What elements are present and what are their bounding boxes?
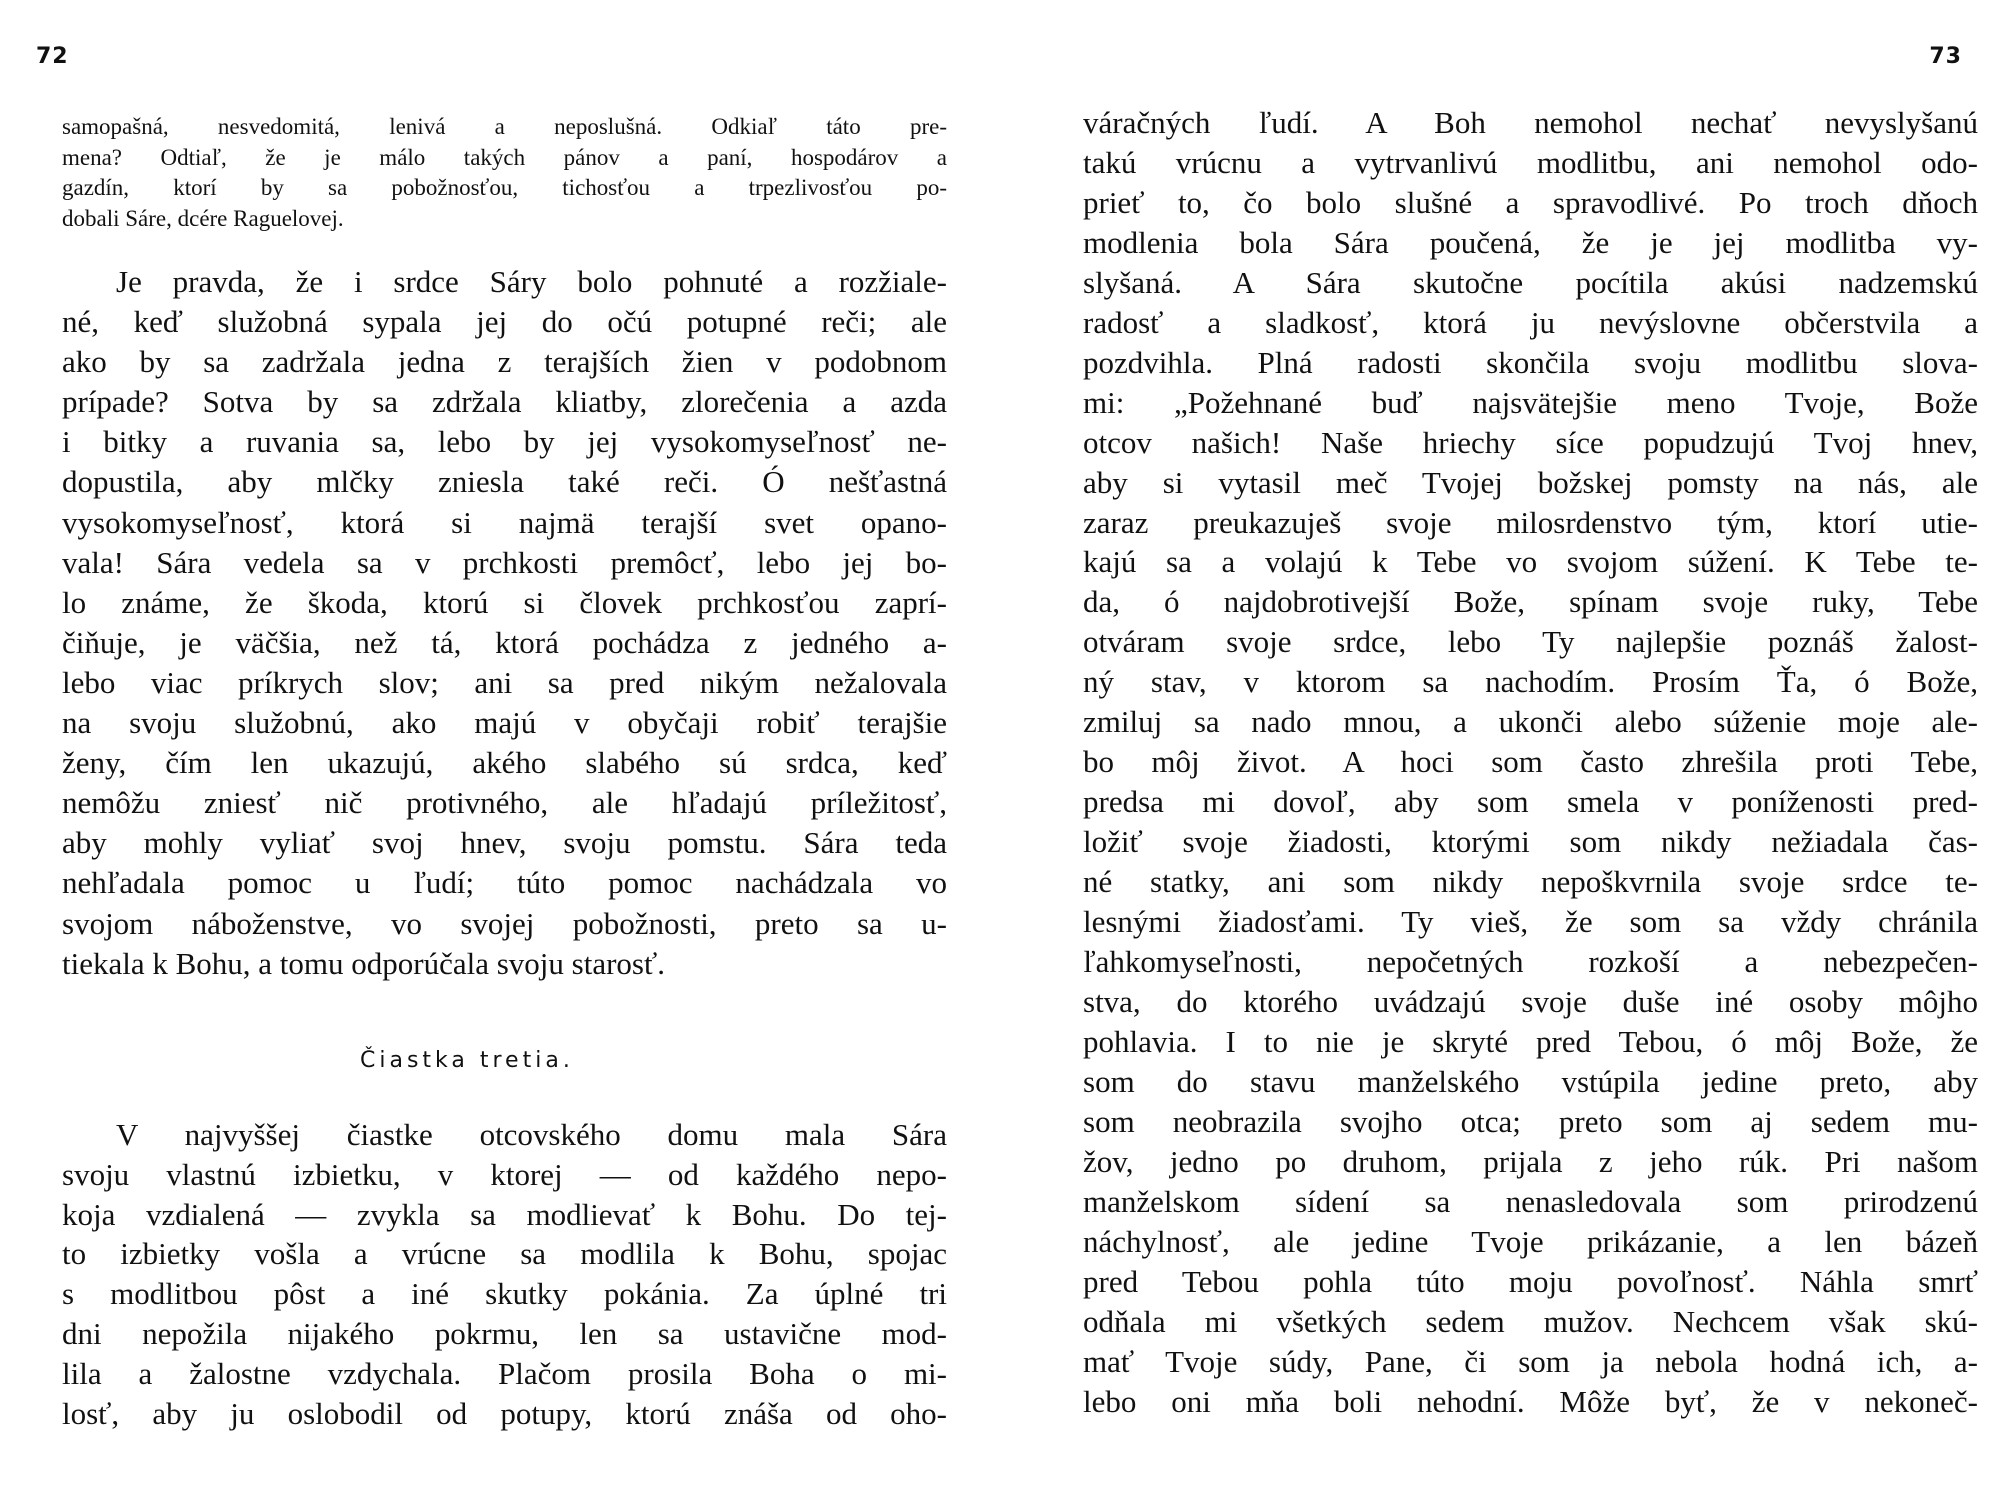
text-line: náchylnosť, ale jedine Tvoje prikázanie, a len bázeň xyxy=(1083,1223,1978,1259)
text-line: dopustila, aby mlčky zniesla také reči. Ó nešťastná xyxy=(62,464,947,500)
text-line: prípade? Sotva by sa zdržala kliatby, zlorečenia a azda xyxy=(62,384,947,420)
text-line: losť, aby ju oslobodil od potupy, ktorú znáša od oho- xyxy=(62,1395,947,1431)
text-line: predsa mi dovoľ, aby som smela v poníženosti pred- xyxy=(1083,784,1978,820)
section-heading: Čiastka tretia. xyxy=(360,1048,574,1073)
text-line: lebo viac príkrych slov; ani sa pred nikým nežalovala xyxy=(62,664,947,700)
text-line: ný stav, v ktorom sa nachodím. Prosím Ťa, ó Bože, xyxy=(1083,664,1978,700)
text-line: žov, jedno po druhom, prijala z jeho rúk. Pri našom xyxy=(1083,1143,1978,1179)
text-line: i bitky a ruvania sa, lebo by jej vysokomyseľnosť ne- xyxy=(62,424,947,460)
intro-paragraph xyxy=(62,112,947,234)
text-line: pozdvihla. Plná radosti skončila svoju modlitbu slova- xyxy=(1083,344,1978,380)
text-line: som do stavu manželského vstúpila jedine preto, aby xyxy=(1083,1063,1978,1099)
page-number-left: 72 xyxy=(36,44,69,69)
text-line: nemôžu zniesť nič protivného, ale hľadajú príležitosť, xyxy=(62,785,947,821)
text-line: pohlavia. I to nie je skryté pred Tebou, ó môj Bože, že xyxy=(1083,1023,1978,1059)
text-line: dobali Sáre, dcére Raguelovej. xyxy=(62,205,344,231)
text-line: ako by sa zadržala jedna z terajších žien v podobnom xyxy=(62,344,947,380)
text-line: na svoju služobnú, ako majú v obyčaji robiť terajšie xyxy=(62,705,947,741)
text-line: manželskom sídení sa nenasledovala som prirodzenú xyxy=(1083,1183,1978,1219)
text-line: kajú sa a volajú k Tebe vo svojom súžení. K Tebe te- xyxy=(1083,544,1978,580)
text-line: vala! Sára vedela sa v prchkosti premôcť, lebo jej bo- xyxy=(62,544,947,580)
text-line: ľahkomyseľnosti, nepočetných rozkoší a nebezpečen- xyxy=(1083,944,1978,980)
page-number-right: 73 xyxy=(1929,44,1962,69)
text-line: lila a žalostne vzdychala. Plačom prosila Boha o mi- xyxy=(62,1355,947,1391)
text-line: lebo oni mňa boli nehodní. Môže byť, že v nekoneč- xyxy=(1083,1383,1978,1419)
text-line: radosť a sladkosť, ktorá ju nevýslovne občerstvila a xyxy=(1083,304,1978,340)
text-line: lo známe, že škoda, ktorú si človek prchkosťou zaprí- xyxy=(62,584,947,620)
text-line: Je pravda, že i srdce Sáry bolo pohnuté a rozžiale- xyxy=(116,264,947,299)
text-line: koja vzdialená — zvykla sa modlievať k Bohu. Do tej- xyxy=(62,1196,947,1232)
text-line: da, ó najdobrotivejší Bože, spínam svoje ruky, Tebe xyxy=(1083,584,1978,620)
text-line: svojom náboženstve, vo svojej pobožnosti, preto sa u- xyxy=(62,905,947,941)
text-line: s modlitbou pôst a iné skutky pokánia. Za úplné tri xyxy=(62,1276,947,1312)
text-line: som neobrazila svojho otca; preto som aj sedem mu- xyxy=(1083,1103,1978,1139)
text-line: čiňuje, je väčšia, než tá, ktorá pochádza z jedného a- xyxy=(62,624,947,660)
text-line: vysokomyseľnosť, ktorá si najmä terajší svet opano- xyxy=(62,504,947,540)
text-line: stva, do ktorého uvádzajú svoje duše iné osoby môjho xyxy=(1083,983,1978,1019)
text-line: zaraz preukazuješ svoje milosrdenstvo tým, ktorí utie- xyxy=(1083,504,1978,540)
text-line: samopašná, nesvedomitá, lenivá a neposlušná. Odkiaľ táto pre- xyxy=(62,114,947,139)
text-line: takú vrúcnu a vytrvanlivú modlitbu, ani nemohol odo- xyxy=(1083,144,1978,180)
text-line: dni nepožila nijakého pokrmu, len sa ustavične mod- xyxy=(62,1315,947,1351)
text-line: ložiť svoje žiadosti, ktorými som nikdy nežiadala čas- xyxy=(1083,824,1978,860)
text-line: svoju vlastnú izbietku, v ktorej — od každého nepo- xyxy=(62,1156,947,1192)
text-line: váračných ľudí. A Boh nemohol nechať nevyslyšanú xyxy=(1083,105,1978,140)
text-line: né statky, ani som nikdy nepoškvrnila svoje srdce te- xyxy=(1083,864,1978,900)
right-page xyxy=(1006,0,2012,1500)
right-page-text xyxy=(1083,103,1978,1421)
text-line: zmiluj sa nado mnou, a ukonči alebo súženie moje ale- xyxy=(1083,704,1978,740)
text-line: né, keď služobná sypala jej do očú potupné reči; ale xyxy=(62,304,947,340)
text-line: lesnými žiadosťami. Ty vieš, že som sa vždy chránila xyxy=(1083,904,1978,940)
text-line: mať Tvoje súdy, Pane, či som ja nebola hodná ich, a- xyxy=(1083,1343,1978,1379)
text-line: aby si vytasil meč Tvojej božskej pomsty na nás, ale xyxy=(1083,464,1978,500)
text-line: odňala mi všetkých sedem mužov. Nechcem však skú- xyxy=(1083,1303,1978,1339)
text-line: otcov našich! Naše hriechy síce popudzujú Tvoj hnev, xyxy=(1083,424,1978,460)
text-line: gazdín, ktorí by sa pobožnosťou, tichosťou a trpezlivosťou po- xyxy=(62,175,947,200)
paragraph-1 xyxy=(62,262,947,984)
paragraph-2 xyxy=(62,1115,947,1433)
text-line: nehľadala pomoc u ľudí; túto pomoc nachádzala vo xyxy=(62,865,947,901)
text-line: prieť to, čo bolo slušné a spravodlivé. Po troch dňoch xyxy=(1083,184,1978,220)
text-line: slyšaná. A Sára skutočne pocítila akúsi nadzemskú xyxy=(1083,264,1978,300)
text-line: modlenia bola Sára poučená, že je jej modlitba vy- xyxy=(1083,224,1978,260)
text-line: pred Tebou pohla túto moju povoľnosť. Náhla smrť xyxy=(1083,1263,1978,1299)
text-line: ženy, čím len ukazujú, akého slabého sú srdca, keď xyxy=(62,745,947,781)
text-line: to izbietky vošla a vrúcne sa modlila k Bohu, spojac xyxy=(62,1236,947,1272)
text-line: aby mohly vyliať svoj hnev, svoju pomstu. Sára teda xyxy=(62,825,947,861)
text-line: bo môj život. A hoci som často zhrešila proti Tebe, xyxy=(1083,744,1978,780)
text-line: tiekala k Bohu, a tomu odporúčala svoju starosť. xyxy=(62,945,665,981)
text-line: otváram svoje srdce, lebo Ty najlepšie poznáš žalost- xyxy=(1083,624,1978,660)
text-line: mena? Odtiaľ, že je málo takých pánov a paní, hospodárov a xyxy=(62,144,947,170)
text-line: V najvyššej čiastke otcovského domu mala Sára xyxy=(116,1117,947,1152)
text-line: mi: „Požehnané buď najsvätejšie meno Tvoje, Bože xyxy=(1083,384,1978,420)
